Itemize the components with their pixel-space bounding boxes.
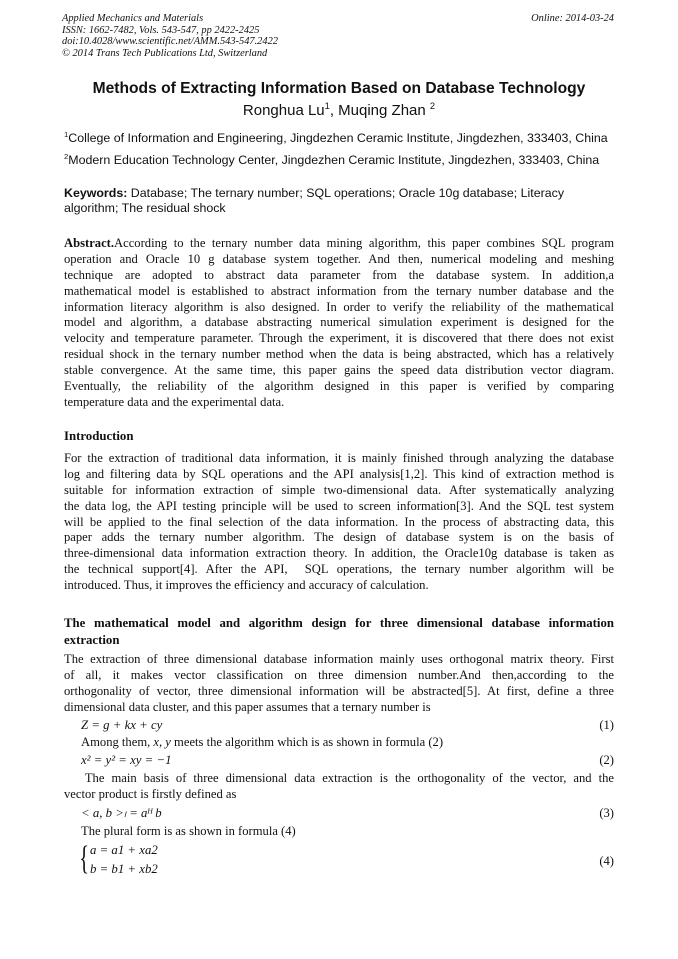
text-line [64,347,614,363]
text-line [64,515,614,531]
line-text: introduced. Thus, it improves the efficiency and accuracy of calculation. [64,578,429,593]
aff-sup: 1 [64,130,69,139]
line-text: mathematical model is established to abstract information from the ternary number database and the [64,283,614,298]
text-line [64,252,614,268]
author-2-sup: 2 [429,101,436,111]
paper-title: Methods of Extracting Information Based on Database Technology [92,80,586,97]
line-text: the technical support[4]. After the API, SQL operations, the ternary number algorithm will be [64,562,614,577]
text-line [64,652,614,668]
keywords-text: Database; The ternary number; SQL operations; Oracle 10g database; Literacy algorithm; The residual shock [64,186,565,215]
journal-header [62,13,278,59]
line-text: The extraction of three dimensional database information mainly uses orthogonal matrix theory. First [64,652,614,666]
text-line [64,379,614,395]
text-line [64,483,614,499]
text-line [64,236,614,252]
author-1-sup: 1 [324,101,330,111]
affiliation-1 [64,130,624,145]
line-text: of all, it makes vector classification on three dimension number.And then,according to the [64,667,614,682]
introduction-body [64,451,614,594]
line-text: stable convergence. At the same time, this paper gains the speed data distribution vector diagram. [64,363,614,378]
text-line [64,668,614,684]
text-line [64,578,614,594]
equation-2-number: (2) [599,753,614,767]
line-text: information literacy algorithm is also designed. In order to verify the reliability of the mathematical [64,299,614,314]
text-line [64,546,614,562]
author-sep: , [329,102,339,119]
text-line [64,284,614,300]
line-text: log and filtering data by SQL operations and the API analysis[1,2]. This kind of extraction method is [64,466,614,481]
line-text: paper adds the ternary number algorithm. The design of database system is on the basis of [64,530,614,545]
line-text: vector product is firstly defined as [64,786,237,801]
line-text: velocity and temperature parameter. Through the experiment, it is discovered that there does not exist [64,331,614,346]
plural-form-text: The plural form is as shown in formula (4) [81,824,296,838]
line-text: temperature data and the experimental data. [64,394,285,409]
line-text: residual shock in the ternary number method when the data is being abstracted, which has a relatively [64,347,614,362]
line-text: three-dimensional data information extraction theory. In addition, the Oracle10g database is taken as [64,546,614,561]
text-line [64,268,614,284]
equation-4-line-1: a = a1 + xa2 [90,843,158,857]
doi: doi:10.4028/www.scientific.net/AMM.543-547.2422 [62,36,278,48]
abstract-label: Abstract. [64,236,115,250]
copyright: © 2014 Trans Tech Publications Ltd, Switzerland [62,47,268,59]
equation-3: < a, b >ₗ = aᴴ b [81,806,162,820]
line-text: According to the ternary number data mining algorithm, this paper combines SQL program [114,236,614,250]
introduction-heading: Introduction [64,429,134,443]
text-line [64,787,614,803]
line-text: The main basis of three dimensional data extraction is the orthogonality of the vector, and the [64,771,614,785]
abstract [64,236,614,411]
line-text: suitable for information extraction of simple two-dimensional data. After systematically analyzing [64,482,614,497]
basis-paragraph [64,771,614,803]
affiliation-2 [64,152,624,167]
line-text: dimensional data cluster, and this paper assumes that a ternary number is [64,699,431,714]
authors [0,101,678,119]
text: meets the algorithm which is as shown in formula (2) [170,735,444,749]
text: Among them, [81,735,154,749]
text-line [64,499,614,515]
line-text: technique are adopted to abstract data parameter from the database system. In addition,a [64,267,614,282]
text-line [64,562,614,578]
text-line [64,300,614,316]
text-line [64,451,614,467]
keywords-label: Keywords: [64,186,128,200]
text-line [64,363,614,379]
text-line [64,633,614,650]
text-line [64,467,614,483]
line-text: will be applied to the final selection of the data information. In the process of abstracting data, this [64,514,614,529]
online-date: Online: 2014-03-24 [531,13,614,24]
author-2: Muqing Zhan [338,102,430,119]
line-text: Eventually, the reliability of the algorithm designed in this paper is verified by comparing [64,379,614,394]
brace-icon: { [79,840,90,877]
issn: ISSN: 1662-7482, Vols. 543-547, pp 2422-2425 [62,24,260,36]
equation-1-number: (1) [599,718,614,732]
line-text: extraction [64,632,120,647]
aff-sup: 2 [64,152,69,161]
equation-2: x² = y² = xy = −1 [81,753,172,767]
equation-1: Z = g + kx + cy [81,718,163,732]
text-line [64,395,614,411]
text-line [64,684,614,700]
equation-4-line-2: b = b1 + xb2 [90,862,158,876]
text-line [64,530,614,546]
text-line [64,700,614,716]
text-line [64,331,614,347]
text-line [64,315,614,331]
line-text: orthogonality of vector, three dimensional information will be abstracted[5]. At first, define a three [64,683,614,698]
author-1: Ronghua Lu [242,102,325,119]
section-heading [64,616,614,649]
section-body [64,652,614,716]
line-text: For the extraction of traditional data information, it is mainly finished through analyzing the database [64,451,614,465]
equation-3-number: (3) [599,806,614,820]
aff-text: Modern Education Technology Center, Jingdezhen Ceramic Institute, Jingdezhen, 333403, China [68,153,600,168]
text-line [64,616,614,633]
text-line [64,771,614,787]
line-text: operation and Oracle 10 g database system together. And then, numerical modeling and meshing [64,251,614,266]
xy-vars: x, y [153,735,171,749]
line-text: model and algorithm, a database abstracting numerical simulation experiment is designed for the [64,315,614,330]
equation-4-number: (4) [599,854,614,868]
among-them-text [81,735,443,750]
aff-text: College of Information and Engineering, Jingdezhen Ceramic Institute, Jingdezhen, 333403, China [68,131,608,146]
line-text: The mathematical model and algorithm design for three dimensional database information [64,616,614,630]
journal-name: Applied Mechanics and Materials [62,13,204,24]
line-text: the data log, the API testing principle will be used to screen information[3]. And the SQL test system [64,498,614,513]
keywords [64,186,614,216]
